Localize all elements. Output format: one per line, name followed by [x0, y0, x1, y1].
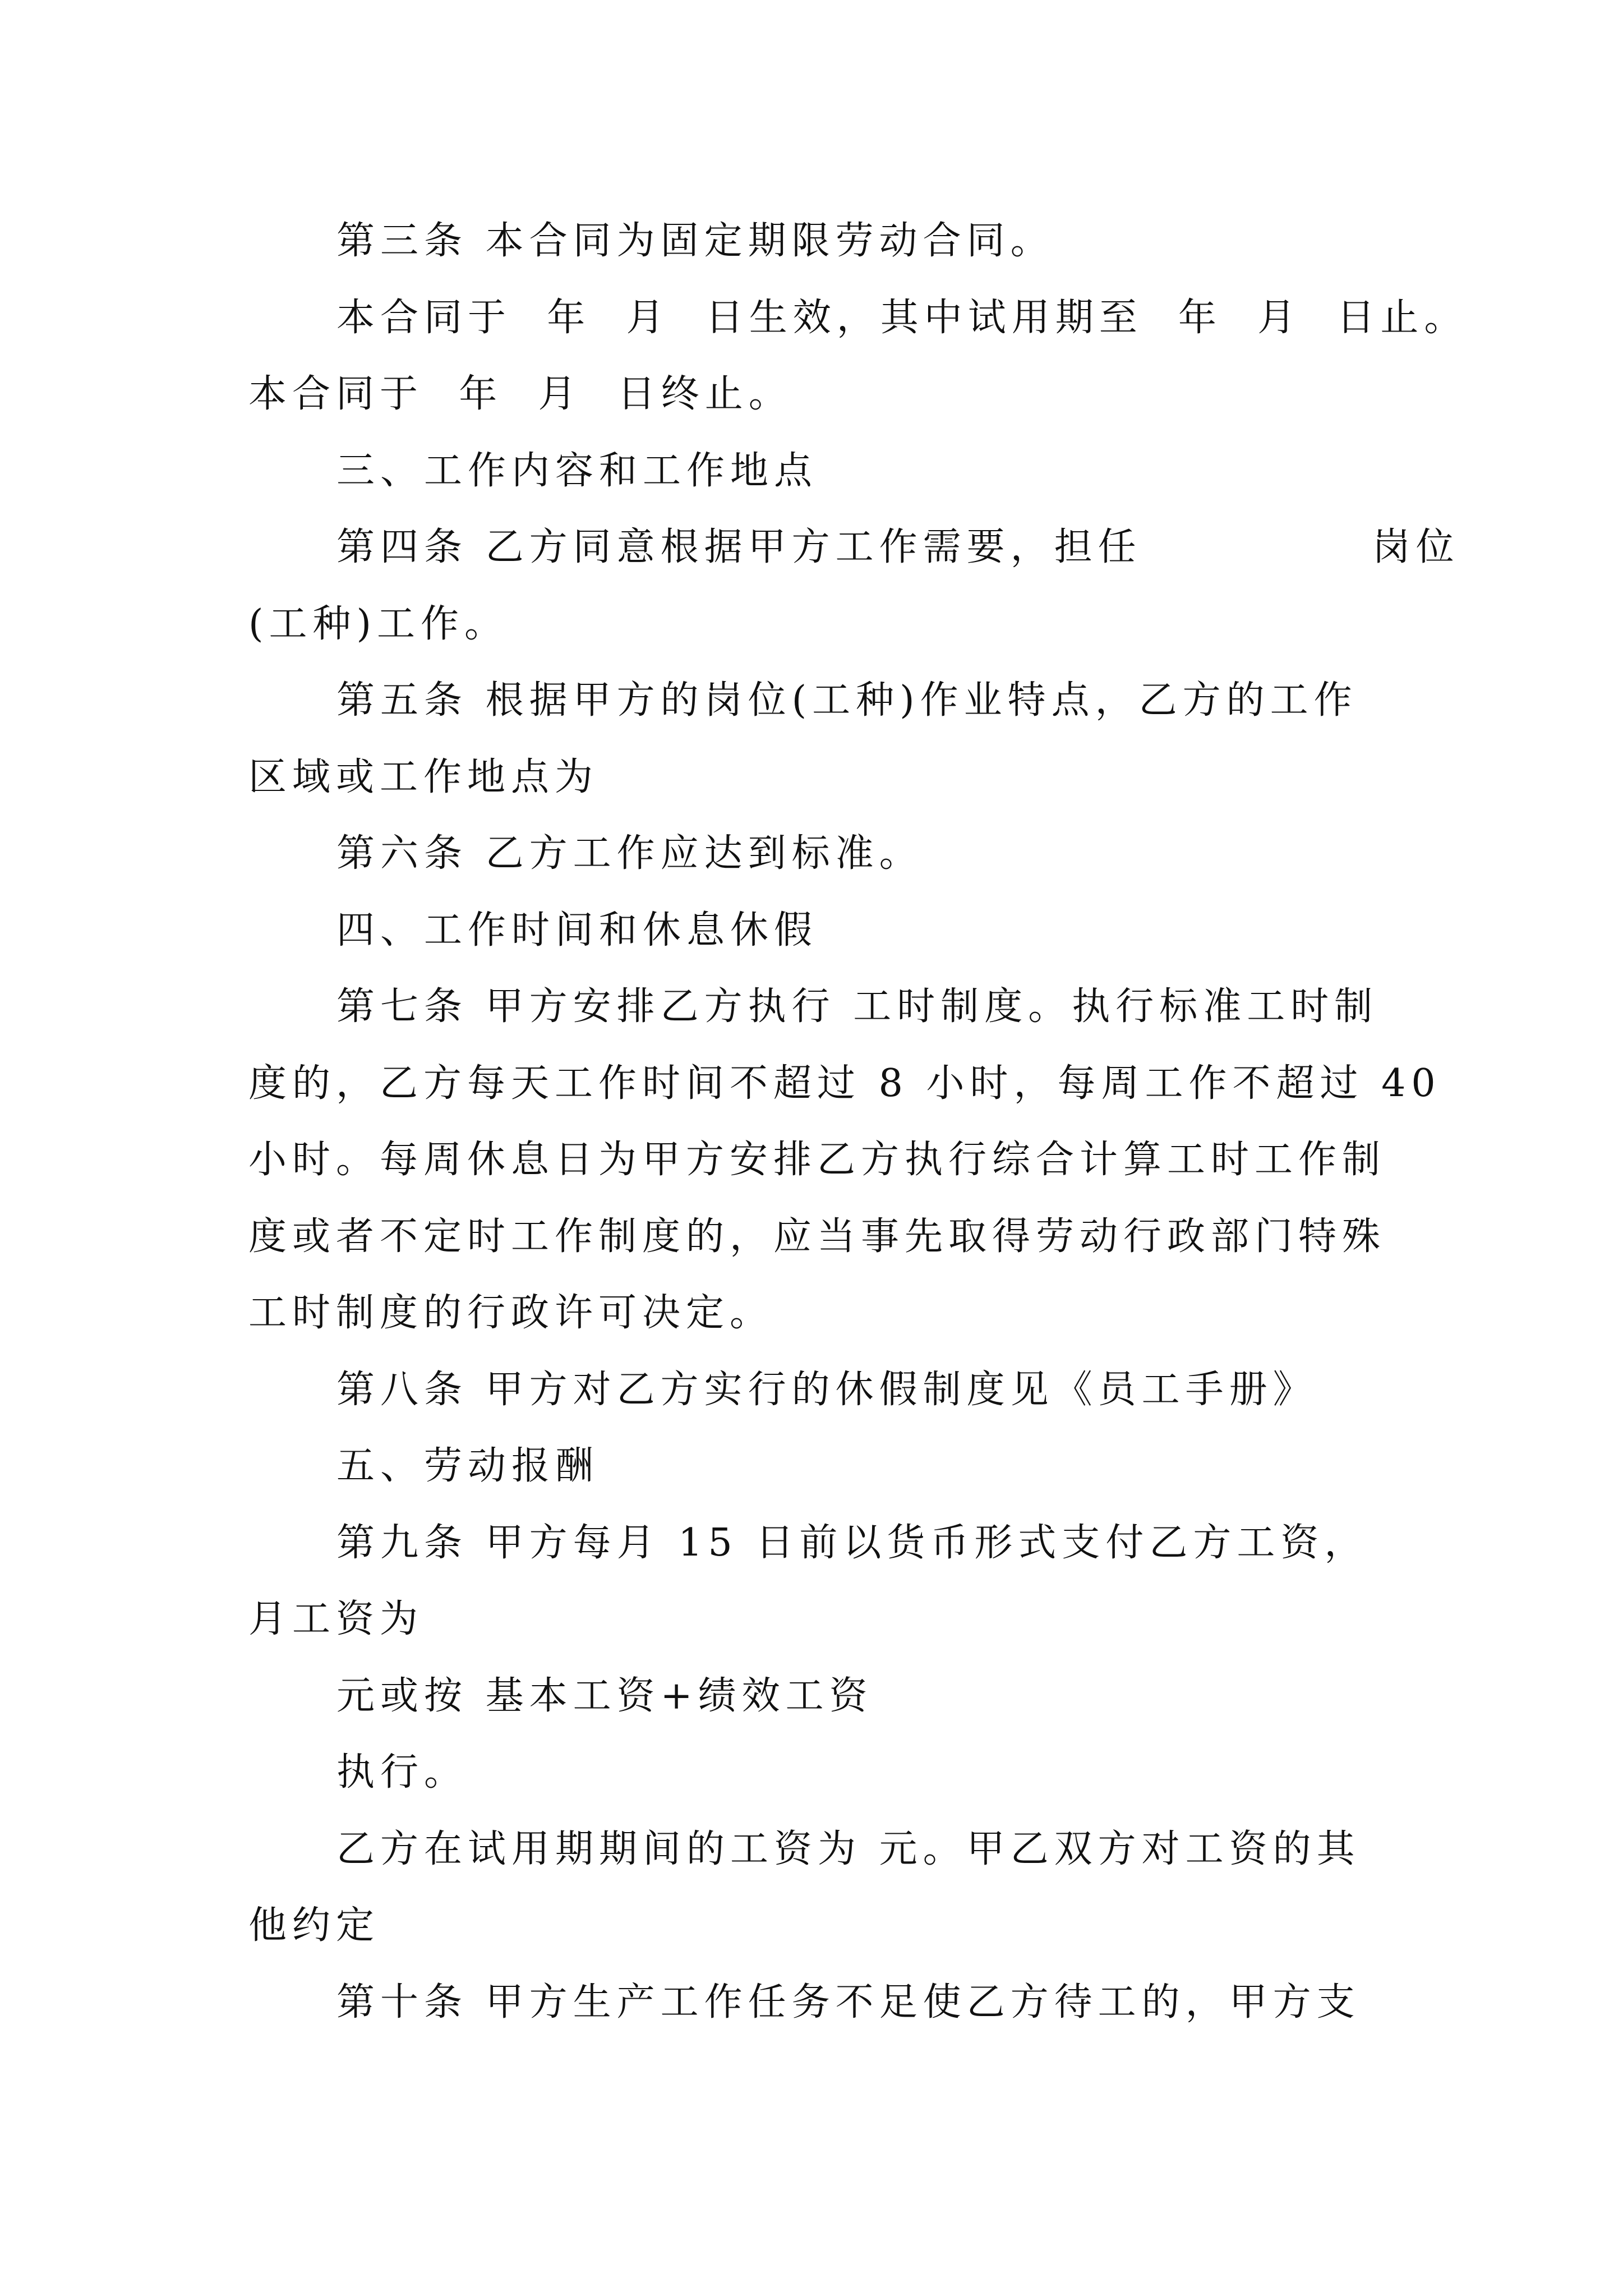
article-3-line: 第三条 本合同为固定期限劳动合同。: [336, 219, 1054, 263]
salary-method-line: 元或按 基本工资+绩效工资: [336, 1674, 873, 1718]
section-3-heading: 三、工作内容和工作地点: [336, 449, 818, 493]
section-4-heading: 四、工作时间和休息休假: [336, 908, 818, 953]
section-5-heading: 五、劳动报酬: [336, 1444, 600, 1488]
article-10-line: 第十条 甲方生产工作任务不足使乙方待工的，甲方支: [336, 1980, 1361, 2024]
article-7-continuation-2: 小时。每周休息日为甲方安排乙方执行综合计算工时工作制: [248, 1138, 1386, 1182]
article-7-continuation-1: 度的，乙方每天工作时间不超过 8 小时，每周工作不超过 40: [248, 1061, 1441, 1106]
article-6-line: 第六条 乙方工作应达到标准。: [336, 831, 923, 876]
termination-date-line: 本合同于 年 月 日终止。: [248, 372, 792, 416]
article-5-continuation: 区域或工作地点为: [248, 755, 599, 799]
article-8-line: 第八条 甲方对乙方实行的休假制度见《员工手册》: [336, 1368, 1317, 1412]
article-7-line: 第七条 甲方安排乙方执行 工时制度。执行标准工时制: [336, 984, 1378, 1029]
article-9-continuation: 月工资为: [248, 1597, 424, 1641]
probation-salary-continuation: 他约定: [248, 1903, 380, 1948]
article-4-line: 第四条 乙方同意根据甲方工作需要，担任 岗位: [336, 525, 1460, 569]
article-5-line: 第五条 根据甲方的岗位(工种)作业特点，乙方的工作: [336, 678, 1358, 723]
probation-salary-line: 乙方在试用期期间的工资为 元。甲乙双方对工资的其: [336, 1827, 1361, 1871]
article-4-continuation: (工种)工作。: [248, 602, 509, 646]
effective-date-line: 本合同于 年 月 日生效，其中试用期至 年 月 日止。: [336, 296, 1468, 340]
salary-execute-line: 执行。: [336, 1750, 468, 1795]
article-7-continuation-4: 工时制度的行政许可决定。: [248, 1291, 774, 1335]
article-7-continuation-3: 度或者不定时工作制度的，应当事先取得劳动行政部门特殊: [248, 1214, 1386, 1259]
article-9-line: 第九条 甲方每月 15 日前以货币形式支付乙方工资，: [336, 1521, 1368, 1565]
